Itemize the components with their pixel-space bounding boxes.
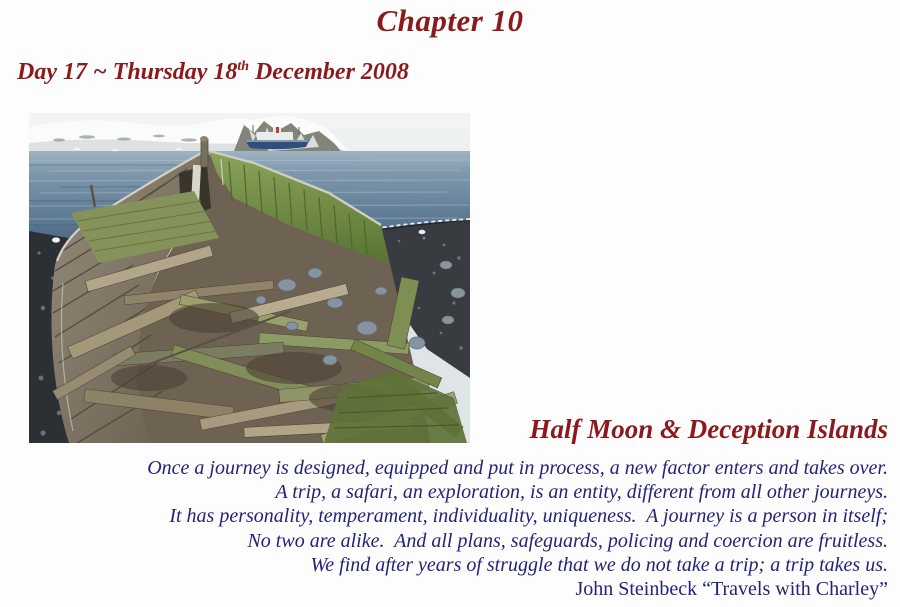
date-text-continued: December 2008 [248,59,409,85]
quote-block [0,456,888,601]
date-ordinal-suffix: th [237,59,249,74]
wreck-photo-illustration [29,113,470,443]
quote-line: It has personality, temperament, individuality, uniqueness. A journey is a person in itself; [169,505,888,528]
quote-line: A trip, a safari, an exploration, is an entity, different from all other journeys. [275,481,888,504]
quote-line: No two are alike. And all plans, safeguards, policing and coercion are fruitless. [247,529,888,552]
quote-attribution: John Steinbeck “Travels with Charley” [575,578,888,601]
page-title: Chapter 10 [376,3,524,38]
wreck-photo [29,113,470,443]
quote-line: We find after years of struggle that we do not take a trip; a trip takes us. [310,553,888,576]
gull-right [419,230,426,234]
date-heading [17,59,409,86]
date-text: Day 17 ~ Thursday 18 [17,59,238,85]
bow-stem-post [201,139,208,167]
location-heading: Half Moon & Deception Islands [529,414,888,444]
gull-left [52,237,60,242]
quote-line: Once a journey is designed, equipped and put in process, a new factor enters and takes over. [147,457,888,479]
